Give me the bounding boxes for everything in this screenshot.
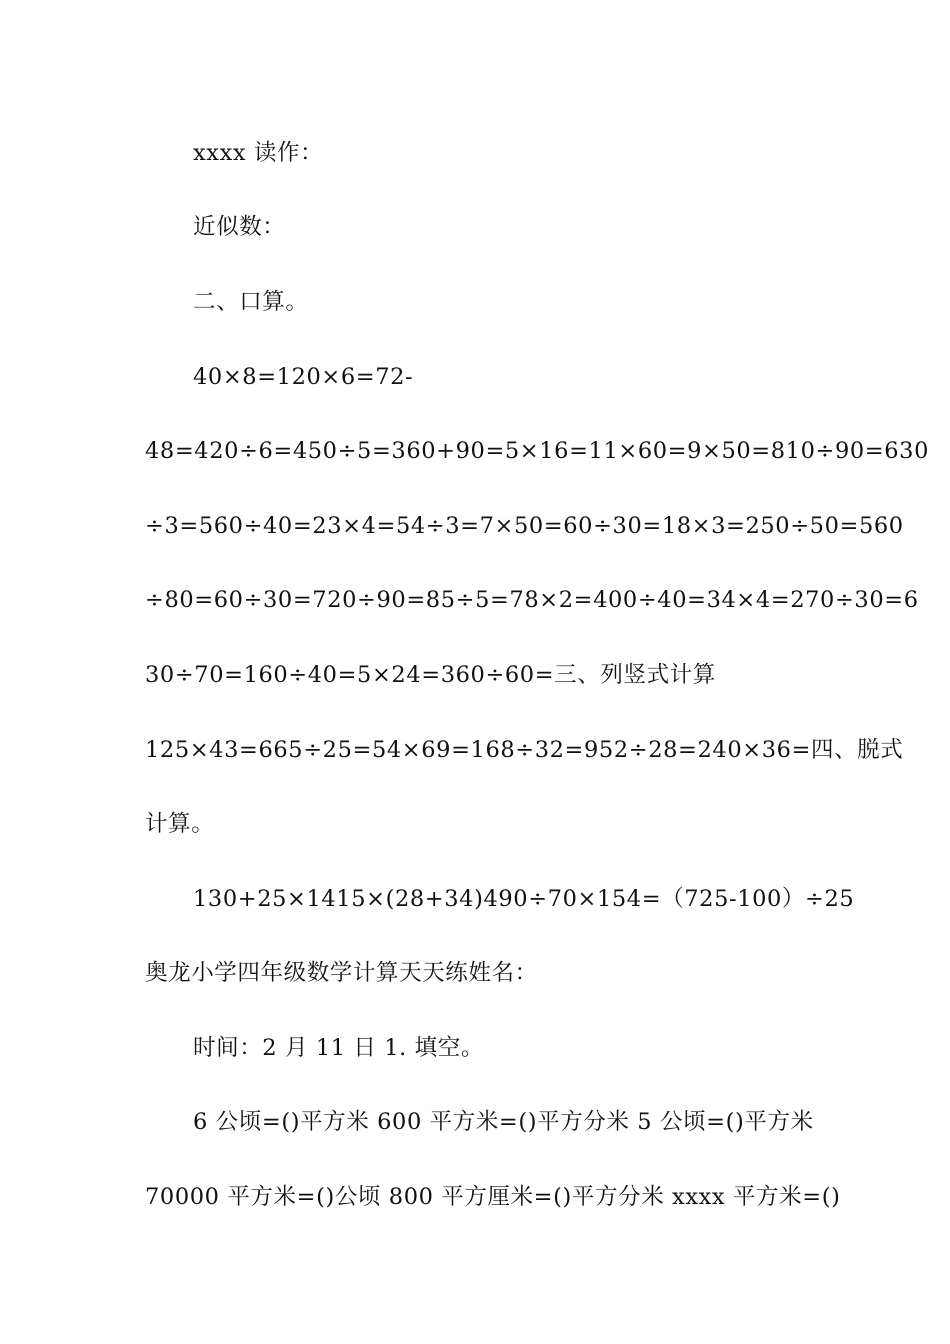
text-line-step-calc-items: 130+25×1415×(28+34)490÷70×154=（725-100）÷25 — [193, 886, 855, 912]
text-line-vertical-calc: 125×43=665÷25=54×69=168÷32=952÷28=240×36=四、脱式 — [145, 737, 904, 763]
text-line-fill-blank-2: 70000 平方米=()公顷 800 平方厘米=()平方分米 xxxx 平方米=() — [145, 1184, 841, 1210]
text-line-oral-calc-2: 48=420÷6=450÷5=360+90=5×16=11×60=9×50=810÷90=630 — [145, 438, 929, 464]
text-line-oral-calc-5: 30÷70=160÷40=5×24=360÷60=三、列竖式计算 — [145, 662, 716, 688]
text-line-oral-calc-4: ÷80=60÷30=720÷90=85÷5=78×2=400÷40=34×4=270÷30=6 — [145, 587, 919, 613]
section-heading-oral-calc: 二、口算。 — [193, 289, 309, 315]
text-line-oral-calc-3: ÷3=560÷40=23×4=54÷3=7×50=60÷30=18×3=250÷50=560 — [145, 513, 904, 539]
text-line-school-title: 奥龙小学四年级数学计算天天练姓名： — [145, 960, 538, 986]
text-line-oral-calc-1: 40×8=120×6=72- — [193, 364, 414, 390]
text-line-step-calc: 计算。 — [145, 811, 215, 837]
text-line-date: 时间：2 月 11 日 1. 填空。 — [193, 1035, 484, 1061]
text-line-approximation: 近似数： — [193, 214, 286, 240]
text-line-reading: xxxx 读作： — [193, 140, 324, 166]
text-line-fill-blank-1: 6 公顷=()平方米 600 平方米=()平方分米 5 公顷=()平方米 — [193, 1109, 814, 1135]
